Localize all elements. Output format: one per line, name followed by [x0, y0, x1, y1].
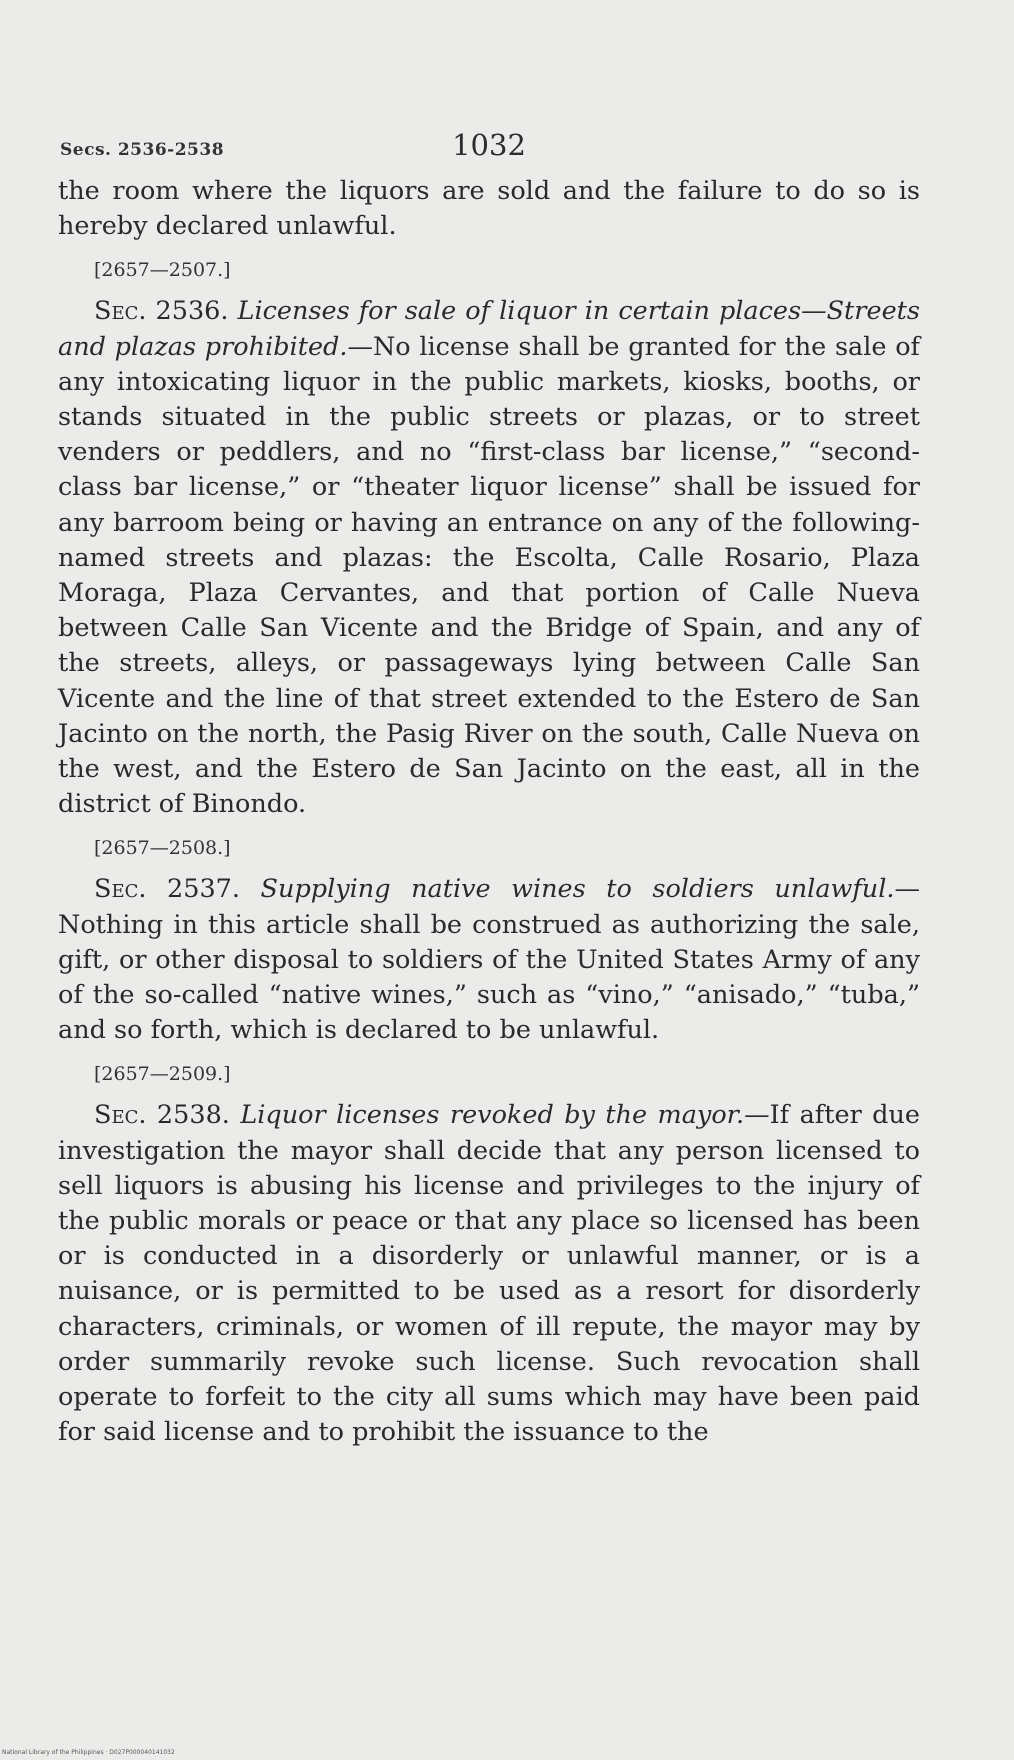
- section-2536: [58, 258, 920, 822]
- section-label: Sec. 2537.: [94, 874, 241, 905]
- document-page: [58, 128, 920, 1451]
- continuation-paragraph: the room where the liquors are sold and the failure to do so is hereby declared unlawful.: [58, 176, 920, 242]
- section-text: —No license shall be granted for the sale of any intoxicating liquor in the public markets, kiosks, booths, or stands situated in the public streets or plazas, or to street venders or peddlers, and no “first-class bar license,” “second-class bar license,” or “theater liquor license” shall be issued for any barroom being or having an entrance on any of the following-named streets and plazas: the Escolta, Calle Rosario, Plaza Moraga, Plaza Cervantes, and that portion of Calle Nueva between Calle San Vicente and the Bridge of Spain, and any of the streets, alleys, or passageways lying between Calle San Vicente and the line of that street extended to the Estero de San Jacinto on the north, the Pasig River on the south, Calle Nueva on the west, and the Estero de San Jacinto on the east, all in the district of Binondo.: [58, 331, 920, 820]
- section-paragraph: [58, 872, 920, 1048]
- citation: [2657—2507.]: [94, 259, 231, 282]
- page-number: 1032: [452, 128, 526, 162]
- section-text: —Nothing in this article shall be construed as authorizing the sale, gift, or other disposal to soldiers of the United States Army of any of the so-called “native wines,” such as “vino,” “anisado,” “tuba,” and so forth, which is declared to be unlawful.: [58, 874, 920, 1046]
- section-label: Sec. 2536.: [94, 296, 229, 327]
- section-label: Sec. 2538.: [94, 1100, 230, 1131]
- section-paragraph: [58, 1098, 920, 1450]
- section-2538: [58, 1062, 920, 1450]
- footer-credit: National Library of the Philippines · D027P000040141032: [2, 1749, 175, 1756]
- section-text: —If after due investigation the mayor shall decide that any person licensed to sell liquors is abusing his license and privileges to the injury of the public morals or peace or that any place so licensed has been or is conducted in a disorderly or unlawful manner, or is a nuisance, or is permitted to be used as a resort for disorderly characters, criminals, or women of ill repute, the mayor may by order summarily revoke such license. Such revocation shall operate to forfeit to the city all sums which may have been paid for said license and to prohibit the issuance to the: [58, 1100, 921, 1448]
- section-paragraph: [58, 294, 920, 822]
- section-caption: Supplying native wines to soldiers unlawful.: [260, 874, 895, 905]
- section-caption: Licenses for sale of liquor in certain places—Streets and plazas prohibited.: [58, 296, 920, 362]
- citation: [2657—2508.]: [94, 837, 231, 860]
- section-2537: [58, 836, 920, 1048]
- section-caption: Liquor licenses revoked by the mayor.: [240, 1100, 745, 1131]
- running-head: [58, 128, 920, 168]
- section-range: Secs. 2536-2538: [60, 140, 225, 160]
- citation: [2657—2509.]: [94, 1063, 231, 1086]
